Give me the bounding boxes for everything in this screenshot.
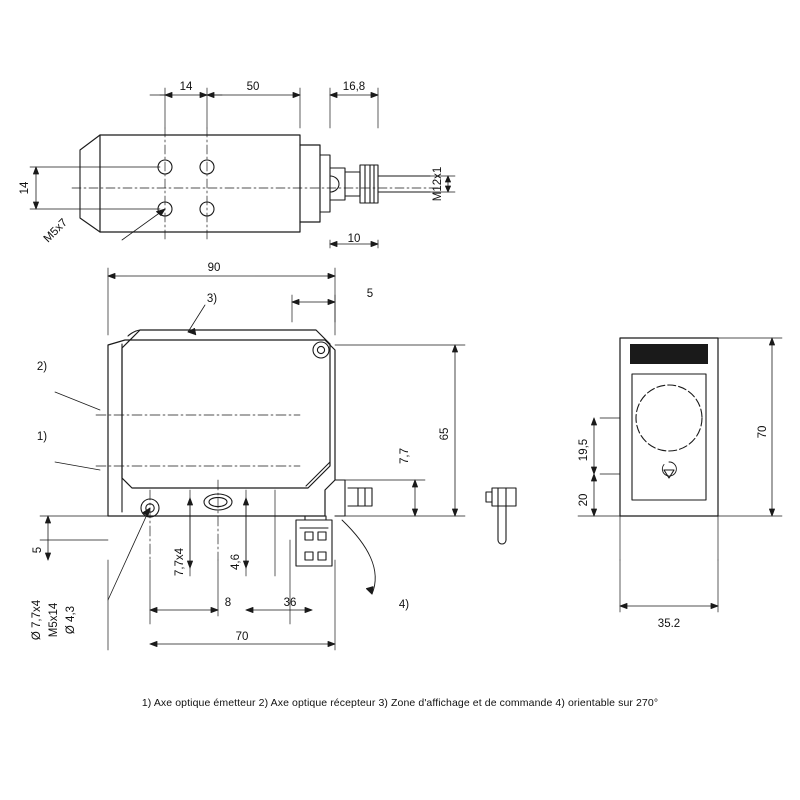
dim-front-8: 8 [224, 597, 232, 609]
dim-top-10: 10 [347, 233, 361, 245]
item-number-2: 2) [36, 361, 48, 373]
dim-top-14-vertical: 14 [19, 181, 31, 195]
item-number-1: 1) [36, 431, 48, 443]
dim-top-50: 50 [246, 81, 260, 93]
dim-front-65: 65 [439, 427, 451, 441]
dim-top-14: 14 [179, 81, 193, 93]
dim-side-70: 70 [757, 425, 769, 439]
dim-front-90: 90 [207, 262, 221, 274]
dim-front-70: 70 [235, 631, 249, 643]
side-view-geometry [620, 338, 718, 516]
dim-front-4-6: 4,6 [230, 554, 242, 570]
dim-front-36: 36 [283, 597, 297, 609]
top-view-extension-lines [30, 88, 455, 248]
side-view-dimension-lines [591, 338, 774, 612]
legend-caption: 1) Axe optique émetteur 2) Axe optique récepteur 3) Zone d'affichage et de commande 4) orientable sur 270° [141, 697, 659, 709]
top-view-geometry [80, 135, 430, 232]
callout-diameter-4-3: Ø 4,3 [65, 605, 77, 635]
callout-m5x7: M5x7 [41, 216, 71, 246]
dim-front-5: 5 [366, 288, 374, 300]
connector-detail [486, 488, 516, 544]
top-view-centerlines [72, 128, 440, 240]
callout-m12x1: M12x1 [432, 166, 444, 202]
dim-front-7-7: 7,7 [399, 448, 411, 464]
item-number-4: 4) [398, 599, 410, 611]
dim-front-7-7x4: 7,7x4 [174, 547, 186, 577]
dim-side-35-2: 35.2 [657, 618, 681, 630]
dim-side-20: 20 [578, 493, 590, 507]
callout-m5x14: M5x14 [48, 602, 60, 638]
callout-diameter-7-7x4: Ø 7,7x4 [31, 599, 43, 641]
dim-side-19-5: 19,5 [578, 438, 590, 462]
top-view-dimension-lines [33, 92, 450, 246]
dim-front-5-left: 5 [32, 546, 44, 554]
item-number-3: 3) [206, 293, 218, 305]
front-view-dimension-lines [45, 273, 457, 646]
dim-top-16-8: 16,8 [342, 81, 366, 93]
